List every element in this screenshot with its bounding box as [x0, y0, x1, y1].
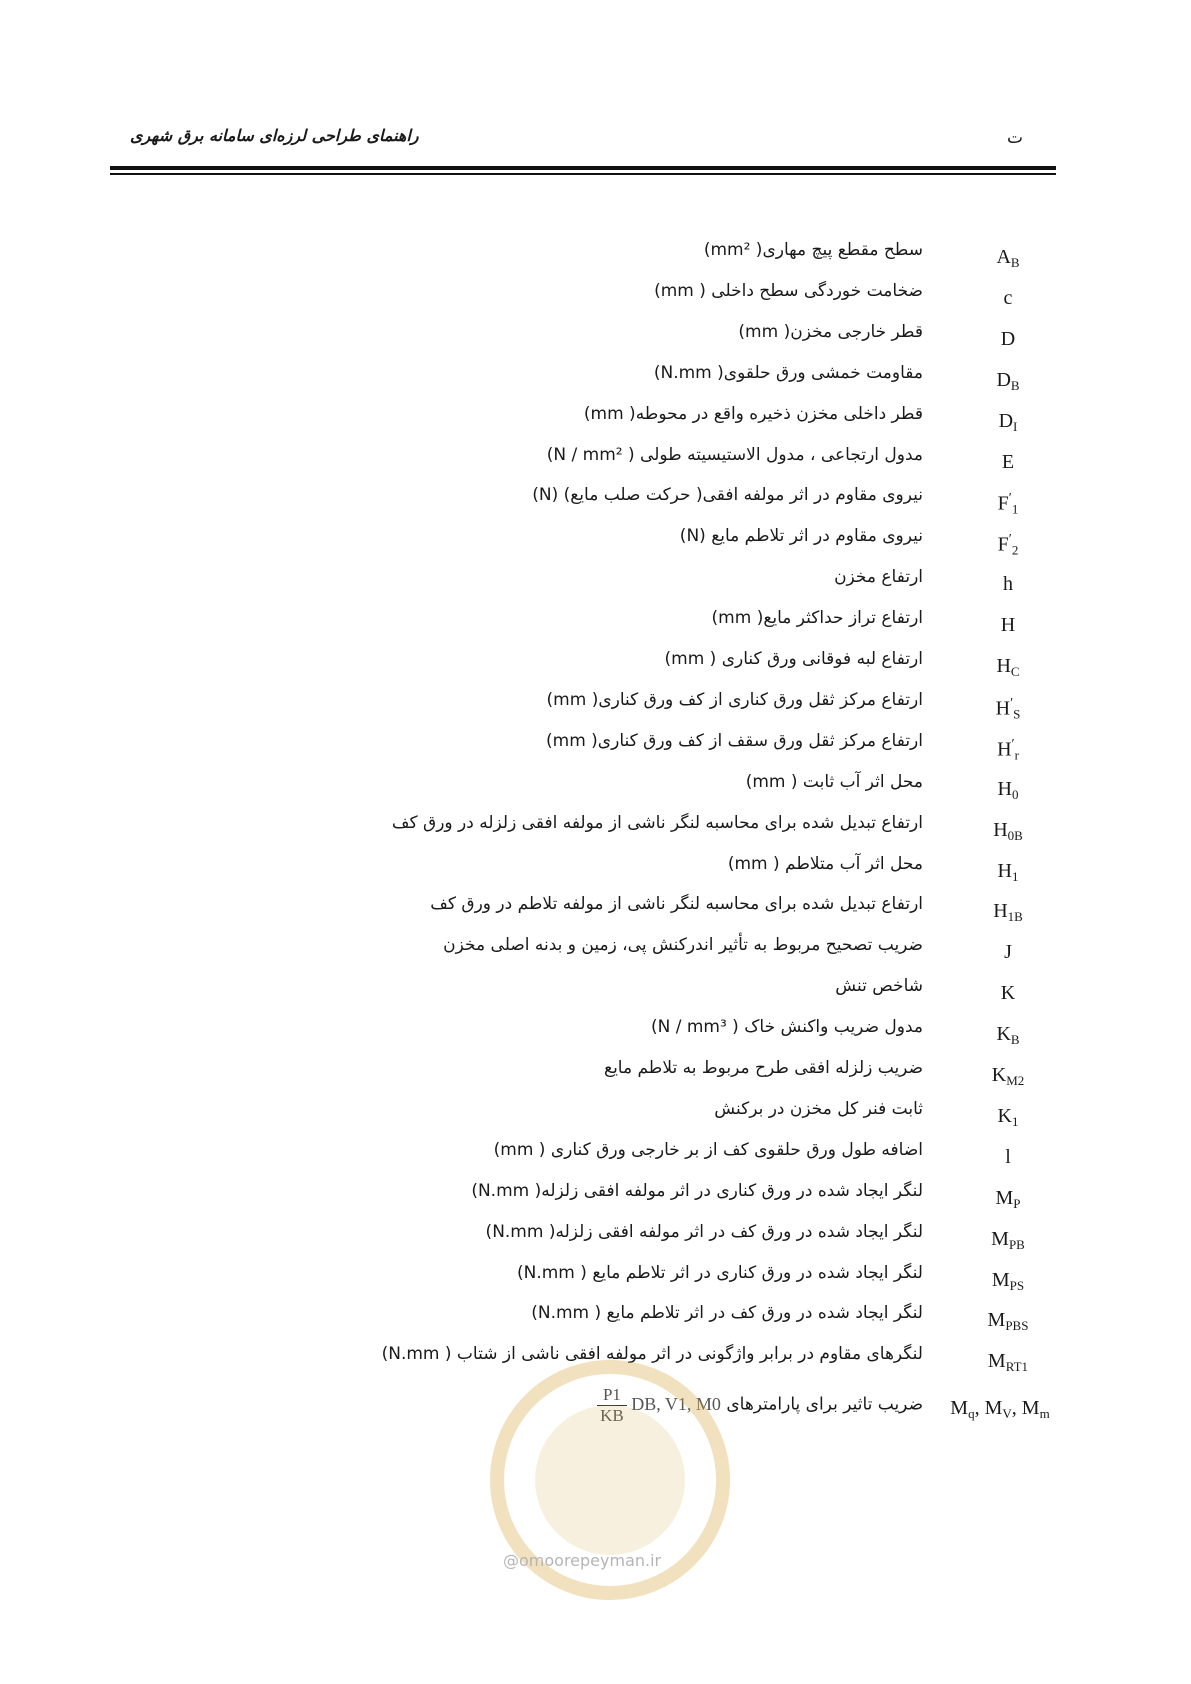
symbol-subscript: RT1 [1005, 1359, 1029, 1375]
symbol-definition: ارتفاع تبدیل شده برای محاسبه لنگر ناشی از مولفه افقی زلزله در ورق کف [391, 812, 923, 833]
symbol-base: D [998, 409, 1014, 432]
symbol [968, 1228, 1048, 1253]
symbol-base: H [997, 777, 1012, 800]
symbol-definition: لنگر ایجاد شده در ورق کناری در اثر تلاطم مایع ( N.mm) [516, 1262, 923, 1283]
symbol-definition: ضخامت خوردگی سطح داخلی ( mm) [654, 280, 923, 301]
symbol-row [0, 473, 1191, 517]
symbol-row [0, 269, 1191, 313]
symbol-row [0, 310, 1191, 354]
symbol [968, 900, 1048, 925]
symbol-base: K [1000, 982, 1016, 1005]
symbol-base: H [993, 900, 1008, 923]
symbol-base: D [1000, 327, 1016, 350]
symbol-subscript: M2 [1006, 1073, 1025, 1088]
symbol [968, 982, 1048, 1005]
symbol-row [0, 801, 1191, 845]
symbol-base: K [996, 1023, 1011, 1046]
symbol-base: A [996, 246, 1011, 268]
running-header-title: راهنمای طراحی لرزه‌ای سامانه برق شهری [130, 126, 419, 145]
symbol-subscript: r [1014, 747, 1019, 763]
symbol-subscript: 2 [1011, 542, 1019, 558]
symbol [968, 451, 1048, 474]
symbol-row [0, 719, 1191, 763]
symbol [968, 1105, 1048, 1130]
definition-last-text: ضریب تاثیر برای پارامترهای [726, 1394, 923, 1415]
symbol-row [0, 882, 1191, 926]
symbol-subscript: 1B [1007, 909, 1023, 925]
symbol-base: M [991, 1268, 1010, 1291]
symbol-definition: مدول ارتجاعی ، مدول الاستیسیته طولی ( N / mm²) [546, 444, 923, 465]
symbol [968, 287, 1048, 310]
symbol-definition: سطح مقطع پیچ مهاری( mm²) [703, 240, 923, 260]
symbol-subscript: B [1010, 1032, 1020, 1048]
symbol-definition: لنگرهای مقاوم در برابر واژگونی در اثر مولفه افقی ناشی از شتاب ( N.mm) [381, 1344, 923, 1365]
param-rest: DB, V1, M0 [631, 1393, 721, 1414]
symbol-base: H [1000, 614, 1016, 637]
symbol-base: J [1004, 941, 1012, 964]
symbol-subscript: 1 [1011, 868, 1019, 884]
symbol-row [0, 964, 1191, 1008]
symbol-row [0, 1210, 1191, 1254]
symbol-base: M [995, 1186, 1014, 1209]
symbol-row [0, 1005, 1191, 1049]
symbol-subscript: PBS [1005, 1318, 1029, 1334]
symbol [968, 1269, 1048, 1294]
symbol-subscript: 0B [1007, 827, 1023, 843]
symbol-subscript: 1 [1011, 1113, 1019, 1129]
symbol-definition: لنگر ایجاد شده در ورق کف در اثر مولفه افقی زلزله( N.mm) [485, 1221, 923, 1242]
symbol [968, 655, 1048, 680]
symbol [968, 573, 1048, 596]
symbol [968, 778, 1048, 803]
watermark-url: @omoorepeyman.ir [503, 1551, 662, 1570]
symbol-definition: ارتفاع تبدیل شده برای محاسبه لنگر ناشی از مولفه تلاطم در ورق کف [430, 894, 923, 915]
symbol-subscript: 0 [1011, 786, 1019, 802]
symbol-base: H [995, 697, 1011, 720]
symbol-last: $M_q$, $M_V$, $M_m$ [950, 1397, 1050, 1422]
symbol [968, 1309, 1048, 1334]
symbol-subscript: PB [1008, 1236, 1025, 1252]
symbol-row [0, 596, 1191, 640]
symbol-definition: ارتفاع لبه فوقانی ورق کناری ( mm) [664, 649, 923, 669]
symbol-definition: ثابت فنر کل مخزن در برکنش [714, 1098, 923, 1119]
symbol-prime: ′ [1010, 695, 1014, 711]
symbol [968, 819, 1048, 844]
symbol [968, 941, 1048, 964]
symbol [968, 1187, 1048, 1212]
symbol-row [0, 433, 1191, 477]
symbol-base: H [996, 655, 1011, 677]
symbol-definition: مدول ضریب واکنش خاک ( N / mm³) [650, 1017, 923, 1038]
symbol-row [0, 1291, 1191, 1335]
symbol-base: H [997, 738, 1012, 761]
symbol-prime: ′ [1008, 532, 1012, 548]
symbol-definition: محل اثر آب ثابت ( mm) [745, 771, 923, 792]
symbol-row [0, 514, 1191, 558]
symbol-row [0, 1128, 1191, 1172]
watermark-seal-inner [535, 1405, 685, 1555]
symbol-base: l [1005, 1145, 1011, 1168]
symbol-subscript: PS [1009, 1277, 1025, 1293]
symbol [968, 246, 1048, 271]
symbol-base: M [987, 1350, 1006, 1373]
symbol-definition: ضریب تصحیح مربوط به تأثیر اندرکنش پی، زمین و بدنه اصلی مخزن [443, 935, 923, 956]
symbol-base: M [987, 1309, 1006, 1332]
symbol-definition: لنگر ایجاد شده در ورق کناری در اثر مولفه افقی زلزله( N.mm) [471, 1180, 923, 1201]
symbol-base: c [1003, 286, 1013, 309]
symbol-row [0, 760, 1191, 804]
page-number: ت [1006, 128, 1023, 148]
symbol [968, 614, 1048, 637]
symbol-definition: اضافه طول ورق حلقوی کف از بر خارجی ورق کناری ( mm) [493, 1139, 923, 1160]
symbol-definition: قطر خارجی مخزن( mm) [738, 321, 923, 342]
symbol-row [0, 351, 1191, 395]
symbol-base: H [993, 818, 1008, 841]
symbol-row [0, 678, 1191, 722]
header-rule-thick [110, 166, 1056, 170]
symbol-subscript: B [1010, 255, 1020, 270]
symbol-base: H [997, 859, 1012, 882]
symbol [968, 1064, 1048, 1089]
symbol-subscript: S [1013, 706, 1021, 722]
symbol-definition: مقاومت خمشی ورق حلقوی( N.mm) [653, 362, 923, 383]
symbol-row [0, 1251, 1191, 1295]
symbol-base: M [991, 1227, 1009, 1250]
symbol-base: h [1003, 573, 1013, 596]
symbol-definition: شاخص تنش [835, 976, 923, 997]
symbol-row [0, 637, 1191, 681]
symbol-base: K [991, 1064, 1007, 1086]
symbol-row [0, 1087, 1191, 1131]
symbol-prime: ′ [1011, 736, 1015, 752]
header-rule-thin [110, 173, 1056, 175]
symbol-subscript: P [1013, 1195, 1021, 1211]
symbol-subscript: B [1010, 377, 1020, 393]
symbol-base: F [997, 493, 1009, 516]
symbol-subscript: C [1010, 664, 1020, 679]
symbol-definition: قطر داخلی مخزن ذخیره واقع در محوطه( mm) [583, 403, 923, 424]
symbol-row [0, 1169, 1191, 1213]
symbol-prime: ′ [1008, 491, 1012, 507]
symbol-definition: ضریب زلزله افقی طرح مربوط به تلاطم مایع [604, 1058, 923, 1078]
symbol-definition: نیروی مقاوم در اثر تلاطم مایع (N) [679, 526, 923, 547]
symbol-base: F [997, 533, 1009, 556]
symbol-subscript: 1 [1011, 502, 1019, 518]
symbol-definition: ارتفاع مخزن [834, 567, 923, 588]
symbol-definition: لنگر ایجاد شده در ورق کف در اثر تلاطم مایع ( N.mm) [531, 1303, 923, 1324]
symbol-definition: ارتفاع تراز حداکثر مایع( mm) [711, 608, 923, 629]
symbol [968, 410, 1048, 435]
symbol-definition: ارتفاع مرکز ثقل ورق سقف از کف ورق کناری( mm) [546, 730, 923, 751]
symbol-base: D [996, 368, 1011, 391]
symbol-row [0, 923, 1191, 967]
symbol-definition: ارتفاع مرکز ثقل ورق کناری از کف ورق کناری( mm) [546, 689, 923, 710]
symbol [968, 1023, 1048, 1048]
symbol [968, 1146, 1048, 1169]
symbol-row [0, 392, 1191, 436]
symbol-row [0, 228, 1191, 272]
fraction-numerator: P1 [597, 1385, 627, 1406]
symbol-base: E [1001, 450, 1015, 473]
symbol [968, 369, 1048, 394]
symbol-definition: محل اثر آب متلاطم ( mm) [727, 853, 923, 874]
symbol-subscript: I [1013, 418, 1018, 434]
symbol-row [0, 555, 1191, 599]
symbol-row [0, 1046, 1191, 1090]
symbol [968, 328, 1048, 351]
symbol-definition: نیروی مقاوم در اثر مولفه افقی( حرکت صلب مایع) (N) [532, 485, 923, 506]
symbol [968, 1350, 1048, 1375]
symbol-base: K [997, 1104, 1012, 1127]
symbol-row [0, 842, 1191, 886]
symbol [968, 860, 1048, 885]
fraction-denominator: KB [600, 1406, 624, 1426]
